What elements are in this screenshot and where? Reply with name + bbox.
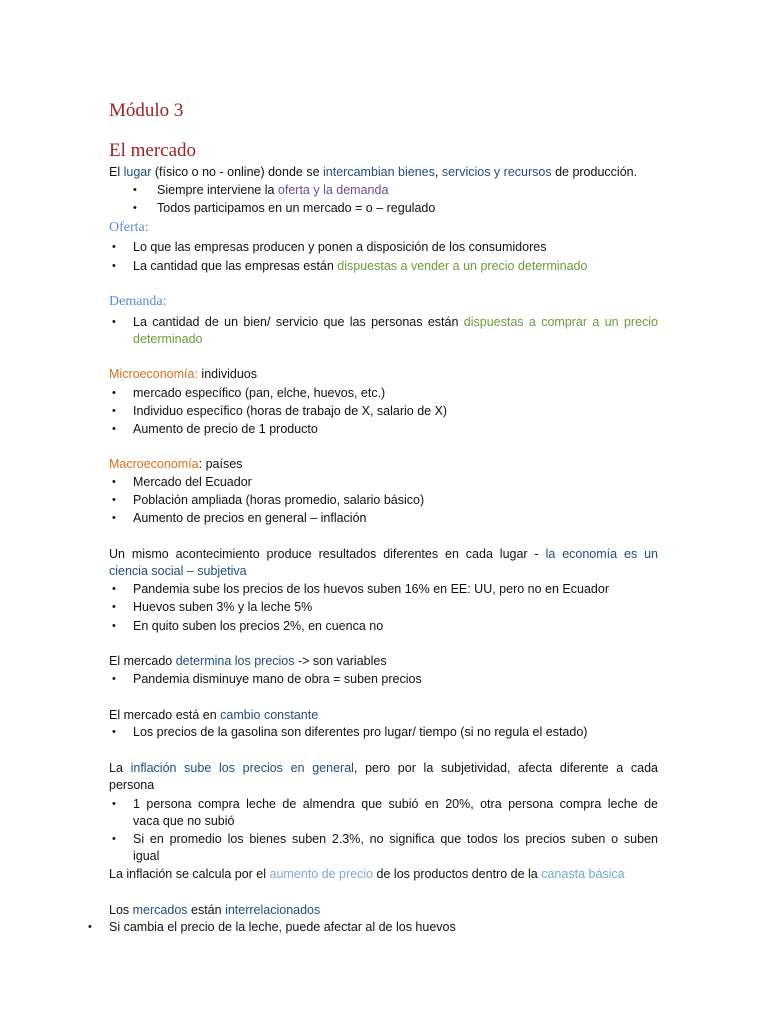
acontecimiento-paragraph-continuation: ciencia social – subjetiva xyxy=(109,564,247,578)
inflacion-paragraph: La inflación sube los precios en general, pero por la subjetividad, afecta diferente a cada xyxy=(109,761,658,775)
bullet-icon: • xyxy=(112,316,116,328)
bullet-icon: • xyxy=(112,583,116,595)
list-item: Siempre interviene la oferta y la demanda xyxy=(157,183,389,197)
intro-paragraph: El lugar (físico o no - online) donde se intercambian bienes, servicios y recursos de producción. xyxy=(109,165,638,179)
determina-paragraph: El mercado determina los precios -> son variables xyxy=(109,654,387,668)
bullet-icon: • xyxy=(112,620,116,632)
list-item-continuation: vaca que no subió xyxy=(133,814,235,828)
list-item: mercado específico (pan, elche, huevos, etc.) xyxy=(133,386,386,400)
micro-heading: Microeconomía: individuos xyxy=(109,367,258,381)
list-item-continuation: determinado xyxy=(133,332,203,346)
inflacion-paragraph-continuation: persona xyxy=(109,778,155,792)
bullet-icon: • xyxy=(112,423,116,435)
bullet-icon: • xyxy=(112,387,116,399)
list-item: La cantidad de un bien/ servicio que las personas están dispuestas a comprar a un precio xyxy=(133,315,659,329)
bullet-icon: • xyxy=(112,260,116,272)
section-title: El mercado xyxy=(109,140,197,161)
oferta-heading: Oferta: xyxy=(109,220,149,235)
demanda-heading: Demanda: xyxy=(109,294,167,309)
list-item: Pandemia disminuye mano de obra = suben precios xyxy=(133,672,422,686)
cambio-paragraph: El mercado está en cambio constante xyxy=(109,708,319,722)
list-item: Si cambia el precio de la leche, puede afectar al de los huevos xyxy=(109,920,456,934)
acontecimiento-paragraph: Un mismo acontecimiento produce resultados diferentes en cada lugar - la economía es un xyxy=(109,547,658,561)
macro-heading: Macroeconomía: países xyxy=(109,457,243,471)
bullet-icon: • xyxy=(112,494,116,506)
list-item: 1 persona compra leche de almendra que subió en 20%, otra persona compra leche de xyxy=(133,797,658,811)
list-item: Huevos suben 3% y la leche 5% xyxy=(133,600,313,614)
bullet-icon: • xyxy=(112,476,116,488)
bullet-icon: • xyxy=(112,833,116,845)
list-item: Aumento de precio de 1 producto xyxy=(133,422,318,436)
list-item: En quito suben los precios 2%, en cuenca no xyxy=(133,619,384,633)
bullet-icon: • xyxy=(133,184,137,196)
list-item-continuation: igual xyxy=(133,849,160,863)
bullet-icon: • xyxy=(112,241,116,253)
list-item: Los precios de la gasolina son diferentes pro lugar/ tiempo (si no regula el estado) xyxy=(133,725,588,739)
list-item: Individuo específico (horas de trabajo de X, salario de X) xyxy=(133,404,448,418)
inflacion-calc-paragraph: La inflación se calcula por el aumento de precio de los productos dentro de la canasta básica xyxy=(109,867,625,881)
bullet-icon: • xyxy=(112,601,116,613)
list-item: Si en promedio los bienes suben 2.3%, no significa que todos los precios suben o suben xyxy=(133,832,658,846)
list-item: Aumento de precios en general – inflación xyxy=(133,511,367,525)
bullet-icon: • xyxy=(112,798,116,810)
bullet-icon: • xyxy=(133,202,137,214)
list-item: Todos participamos en un mercado = o – regulado xyxy=(157,201,436,215)
list-item: La cantidad que las empresas están dispuestas a vender a un precio determinado xyxy=(133,259,588,273)
interrelacion-paragraph: Los mercados están interrelacionados xyxy=(109,903,321,917)
bullet-icon: • xyxy=(88,921,92,933)
module-title: Módulo 3 xyxy=(109,100,184,121)
list-item: Mercado del Ecuador xyxy=(133,475,252,489)
list-item: Lo que las empresas producen y ponen a disposición de los consumidores xyxy=(133,240,547,254)
list-item: Población ampliada (horas promedio, salario básico) xyxy=(133,493,425,507)
bullet-icon: • xyxy=(112,405,116,417)
list-item: Pandemia sube los precios de los huevos suben 16% en EE: UU, pero no en Ecuador xyxy=(133,582,609,596)
bullet-icon: • xyxy=(112,512,116,524)
bullet-icon: • xyxy=(112,673,116,685)
bullet-icon: • xyxy=(112,726,116,738)
